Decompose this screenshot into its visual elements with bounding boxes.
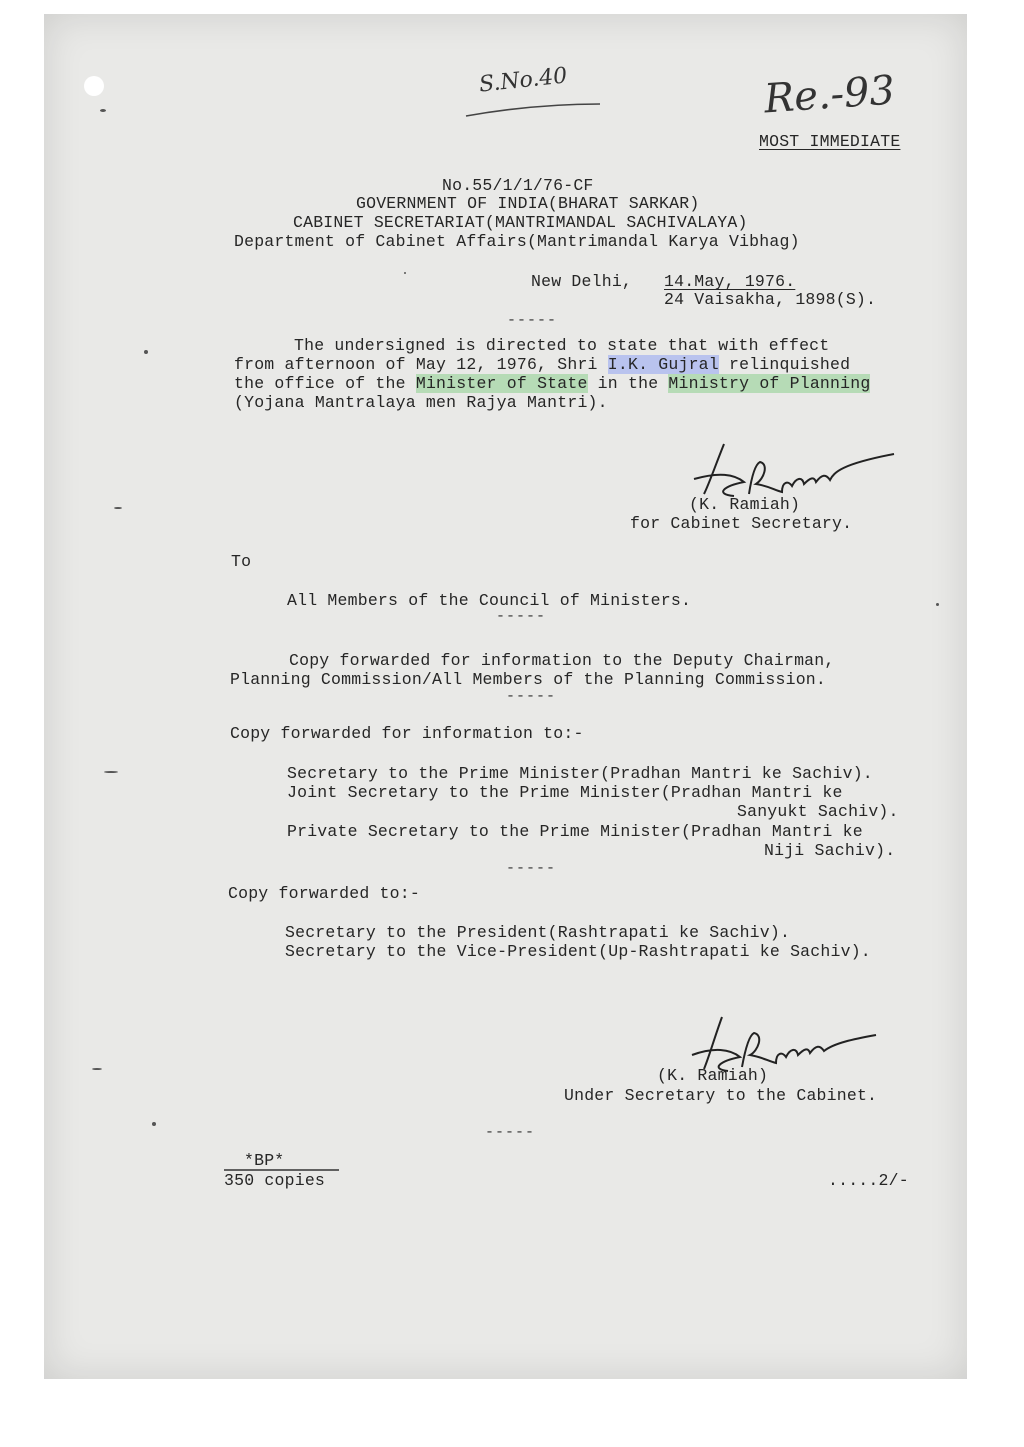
signatory-designation-1: for Cabinet Secretary. — [630, 514, 853, 533]
date-gregorian: 14.May, 1976. — [664, 272, 796, 291]
separator: ----- — [485, 1124, 536, 1141]
copy-president-heading: Copy forwarded to:- — [228, 884, 420, 903]
file-note-underline — [464, 100, 604, 120]
scan-speck — [152, 1122, 156, 1126]
separator: ----- — [506, 688, 557, 705]
copy-pm-line-1: Secretary to the Prime Minister(Pradhan Mantri ke Sachiv). — [287, 764, 873, 783]
punch-hole — [84, 76, 104, 96]
signatory-name-2: (K. Ramiah) — [657, 1066, 769, 1085]
copy-pm-line-5: Niji Sachiv). — [764, 841, 896, 860]
signatory-designation-2: Under Secretary to the Cabinet. — [564, 1086, 878, 1105]
separator: ----- — [507, 312, 558, 329]
separator: ----- — [506, 860, 557, 877]
copy-president-line-1: Secretary to the President(Rashtrapati ke Sachiv). — [285, 923, 791, 942]
footer-code: *BP* — [244, 1151, 285, 1170]
priority-label: MOST IMMEDIATE — [759, 132, 901, 151]
copy-planning-line-2: Planning Commission/All Members of the Planning Commission. — [230, 670, 826, 689]
department-heading: Department of Cabinet Affairs(Mantrimandal Karya Vibhag) — [234, 232, 800, 251]
footer-copies: 350 copies — [224, 1171, 326, 1190]
scan-speck — [100, 109, 106, 112]
scan-speck — [404, 272, 406, 274]
body-line-3 — [234, 374, 870, 393]
government-heading: GOVERNMENT OF INDIA(BHARAT SARKAR) — [356, 194, 700, 213]
scan-speck — [92, 1068, 102, 1070]
office-name: Minister of State — [415, 374, 588, 393]
date-place: New Delhi, — [531, 272, 633, 291]
handwritten-ref-note: Re.-93 — [762, 67, 897, 123]
page-continuation: .....2/- — [828, 1171, 909, 1190]
separator: ----- — [496, 608, 547, 625]
minister-name: I.K. Gujral — [607, 355, 719, 374]
addressee: All Members of the Council of Ministers. — [287, 591, 692, 610]
signatory-name-1: (K. Ramiah) — [689, 495, 801, 514]
handwritten-file-note: S.No.40 — [477, 63, 569, 98]
copy-pm-heading: Copy forwarded for information to:- — [230, 724, 584, 743]
body-line-2-a: from afternoon of May 12, 1976, Shri — [234, 355, 608, 374]
to-label: To — [231, 552, 252, 571]
body-line-3-b: in the — [587, 374, 669, 393]
document-page — [44, 14, 967, 1379]
scan-speck — [936, 603, 939, 606]
scan-speck — [114, 507, 122, 509]
body-line-3-a: the office of the — [234, 374, 416, 393]
scan-speck — [144, 350, 148, 354]
copy-planning-line-1: Copy forwarded for information to the Deputy Chairman, — [289, 651, 835, 670]
signature-1 — [664, 424, 904, 504]
date-saka: 24 Vaisakha, 1898(S). — [664, 290, 877, 309]
body-line-4: (Yojana Mantralaya men Rajya Mantri). — [234, 393, 608, 412]
scan-speck — [104, 771, 118, 773]
reference-number: No.55/1/1/76-CF — [442, 176, 594, 195]
copy-president-line-2: Secretary to the Vice-President(Up-Rashtrapati ke Sachiv). — [285, 942, 871, 961]
body-line-1: The undersigned is directed to state that with effect — [294, 336, 830, 355]
copy-pm-line-2: Joint Secretary to the Prime Minister(Pradhan Mantri ke — [287, 783, 843, 802]
ministry-name: Ministry of Planning — [668, 374, 871, 393]
copy-pm-line-4: Private Secretary to the Prime Minister(Pradhan Mantri ke — [287, 822, 863, 841]
secretariat-heading: CABINET SECRETARIAT(MANTRIMANDAL SACHIVALAYA) — [293, 213, 748, 232]
copy-pm-line-3: Sanyukt Sachiv). — [737, 802, 899, 821]
body-line-2 — [234, 355, 850, 374]
body-line-2-b: relinquished — [718, 355, 851, 374]
